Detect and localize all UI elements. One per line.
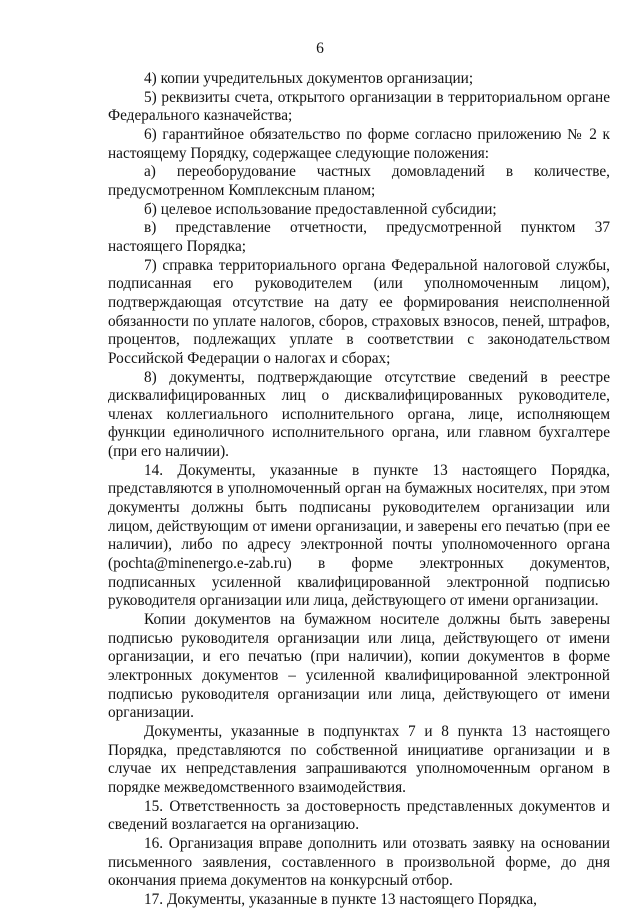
paragraph-clause-14: 14. Документы, указанные в пункте 13 настоящего Порядка, представляются в уполномоченный орган на бумажных носителях, при этом документы должны быть подписаны руководителем организации или лицом, действующим от имени организации, и заверены его печатью (при ее наличии), либо по адресу электронной почты уполномоченного органа (pochta@minenergo.e-zab.ru) в форме электронных документов, подписанных усиленной квалифицированной электронной подписью руководителя организации или лица, действующего от имени организации. [108, 461, 610, 610]
paragraph-clause-17: 17. Документы, указанные в пункте 13 настоящего Порядка, [144, 890, 537, 908]
paragraph-subitem-b: б) целевое использование предоставленной субсидии; [144, 200, 497, 218]
paragraph-subitem-a: а) переоборудование частных домовладений в количестве, предусмотренном Комплексным планом; [108, 163, 610, 199]
paragraph-copies: Копии документов на бумажном носителе должны быть заверены подписью руководителя организации или лица, действующего от имени организации, и его печатью (при наличии), копии документов в форме электронных документов – усиленной квалифицированной электронной подписью руководителя организации или лица, действующего от имени организации. [108, 611, 610, 722]
paragraph-item-8: 8) документы, подтверждающие отсутствие сведений в реестре дисквалифицированных лиц о дисквалифицированных руководителе, членах коллегиального исполнительного органа, лице, исполняющем функции единоличного исполнительного органа, или главном бухгалтере (при его наличии). [108, 368, 610, 461]
paragraph-item-4: 4) копии учредительных документов организации; [144, 70, 474, 87]
paragraph-clause-15: 15. Ответственность за достоверность представленных документов и сведений возлагается на организацию. [108, 797, 610, 834]
paragraph-item-7: 7) справка территориального органа Федеральной налоговой службы, подписанная его руководителем (или уполномоченным лицом), подтверждающая отсутствие на дату ее формирования неисполненной обязанности по уплате налогов, сборов, страховых взносов, пеней, штрафов, процентов, подлежащих уплате в соответствии с законодательством Российской Федерации о налогах и сборах; [108, 256, 610, 367]
page-number: 6 [316, 40, 324, 57]
paragraph-clause-16: 16. Организация вправе дополнить или отозвать заявку на основании письменного заявления, составленного в произвольной форме, до дня окончания приема документов на конкурсный отбор. [108, 834, 610, 890]
document-body [108, 70, 610, 910]
paragraph-subitem-v: в) представление отчетности, предусмотренной пунктом 37 настоящего Порядка; [108, 219, 610, 255]
paragraph-documents-7-8: Документы, указанные в подпунктах 7 и 8 пункта 13 настоящего Порядка, представляются по собственной инициативе организации и в случае их непредставления запрашиваются уполномоченным органом в порядке межведомственного взаимодействия. [108, 722, 610, 796]
paragraph-item-6: 6) гарантийное обязательство по форме согласно приложению № 2 к настоящему Порядку, содержащее следующие положения: [108, 125, 610, 162]
paragraph-item-5: 5) реквизиты счета, открытого организации в территориальном органе Федерального казначейства; [108, 88, 610, 125]
